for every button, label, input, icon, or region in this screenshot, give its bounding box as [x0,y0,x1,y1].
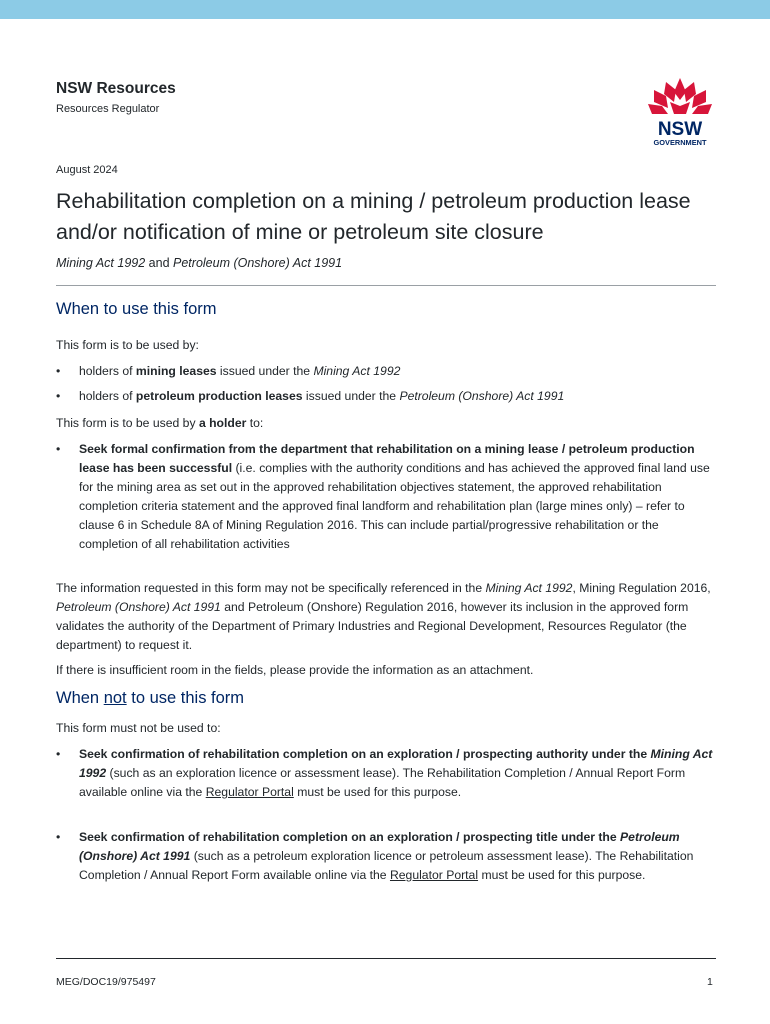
logo-nsw-text: NSW [657,119,703,140]
waratah-icon [648,78,712,114]
heading-when-not-to-use: When not to use this form [56,689,245,707]
heading-when-to-use: When to use this form [56,300,217,318]
document-date: August 2024 [56,164,118,176]
holder-line: This form is to be used by a holder to: [56,416,264,430]
list-item-petroleum-leases: • holders of petroleum production leases issued under the Petroleum (Onshore) Act 1991 [56,387,716,406]
insufficient-room-note: If there is insufficient room in the fields, please provide the information as an attachment. [56,663,534,677]
subtitle-and: and [148,256,170,270]
list-item-exploration-authority: • Seek confirmation of rehabilitation completion on an exploration / prospecting authority under the Mining Act 1992 (such as an exploration licence or assessment lease). The Rehabilitation Completion / Annual Report Form available online via the Regulator Portal must be used for this purpose. [56,747,713,799]
org-name: NSW Resources [56,80,176,97]
info-paragraph: The information requested in this form may not be specifically referenced in the Mining Act 1992, Mining Regulation 2016, Petroleum (Onshore) Act 1991 and Petroleum (Onshore) Regulation 2016, however its inclusion in the approved form validates the authority of the Department of Primary Industries and Regional Development, Resources Regulator (the department) to request it. [56,581,711,652]
bullet-icon: • [56,389,61,403]
intro-used-by: This form is to be used by: [56,338,199,352]
bullet-icon: • [56,747,61,761]
act-mining: Mining Act 1992 [56,256,146,270]
page-title: Rehabilitation completion on a mining / petroleum production lease and/or notification of mine or petroleum site closure [56,189,691,244]
bullet-icon: • [56,830,61,844]
list-item-exploration-title: • Seek confirmation of rehabilitation completion on an exploration / prospecting title under the Petroleum (Onshore) Act 1991 (such as a petroleum exploration licence or petroleum assessment lease). The Rehabilitation Completion / Annual Report Form available online via the Regulator Portal must be used for this purpose. [56,830,694,882]
bullet-icon: • [56,364,61,378]
document-id: MEG/DOC19/975497 [56,976,156,988]
regulator-portal-link[interactable]: Regulator Portal [205,785,294,799]
list-item-mining-leases: • holders of mining leases issued under the Mining Act 1992 [56,362,716,381]
list-item-seek-confirmation: • Seek formal confirmation from the department that rehabilitation on a mining lease / petroleum production lease has been successful (i.e. complies with the authority conditions and has achieved the approved final land use for the mining area as set out in the approved rehabilitation objectives statement, the approved rehabilitation completion criteria statement and the approved final landform and rehabilitation plan (large mines only) – refer to clause 6 in Schedule 8A of Mining Regulation 2016. This can include partial/progressive rehabilitation or the completion of all rehabilitation activities [56,442,710,551]
intro-must-not: This form must not be used to: [56,721,221,735]
legislation-subtitle [56,256,342,270]
section-divider [56,285,716,286]
act-petroleum: Petroleum (Onshore) Act 1991 [173,256,343,270]
org-subtitle: Resources Regulator [56,103,160,115]
regulator-portal-link[interactable]: Regulator Portal [389,868,479,882]
page-number: 1 [707,976,713,988]
footer-divider [56,958,716,959]
nsw-government-logo [646,76,714,148]
org-block [56,80,176,115]
bullet-icon: • [56,442,61,456]
top-color-bar [0,0,770,19]
logo-government-text: GOVERNMENT [653,138,707,147]
